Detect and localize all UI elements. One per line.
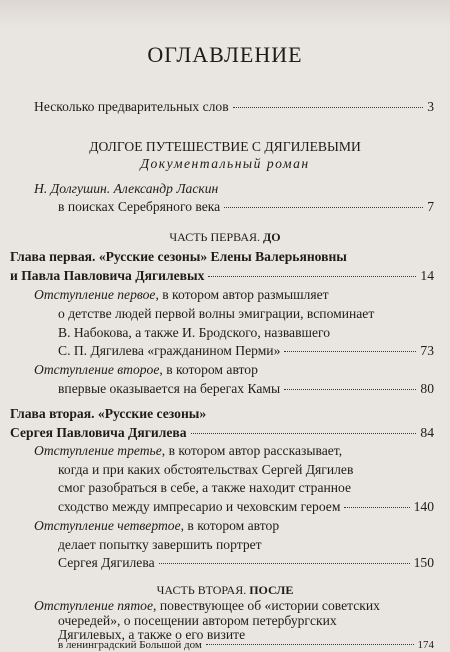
- digression-text: , в котором автор рассказывает,: [161, 443, 343, 458]
- digression-4-line1[interactable]: [34, 518, 279, 534]
- digression-lead: Отступление пятое: [34, 598, 154, 613]
- part-heading-1: [0, 230, 450, 245]
- digression-1-line1[interactable]: [34, 287, 329, 303]
- digression-2-line1[interactable]: [34, 362, 258, 378]
- toc-entry-chapter-1[interactable]: [10, 268, 434, 284]
- digression-lead: Отступление третье: [34, 443, 162, 458]
- book-authors: Н. Долгушин. Александр Ласкин: [34, 181, 219, 196]
- digression-5-line1[interactable]: [34, 598, 380, 614]
- toc-entry-book[interactable]: [58, 199, 434, 215]
- chapter-title: «Русские сезоны»: [97, 406, 207, 421]
- digression-1-line3: В. Набокова, а также И. Бродского, назвавшего: [58, 325, 331, 340]
- digression-text: , в котором автор: [180, 518, 280, 533]
- page-bleed: [0, 0, 450, 28]
- digression-lead: Отступление первое: [34, 287, 156, 302]
- part-heading-2: [0, 583, 450, 598]
- digression-text: , повествующее об «истории советских: [153, 598, 380, 613]
- part-name: ПОСЛЕ: [249, 583, 294, 597]
- dot-leader: [233, 107, 424, 108]
- entry-title: Несколько предварительных слов: [34, 99, 229, 114]
- page-title: ОГЛАВЛЕНИЕ: [147, 42, 303, 67]
- dot-leader: [191, 433, 417, 434]
- dot-leader: [344, 507, 409, 508]
- chapter-1-line1[interactable]: [10, 249, 347, 265]
- page-number: 14: [420, 268, 434, 283]
- toc-entry-digression-4[interactable]: [58, 555, 434, 571]
- book-title: ДОЛГОЕ ПУТЕШЕСТВИЕ С ДЯГИЛЕВЫМИ: [89, 139, 361, 154]
- page-number: 3: [427, 99, 434, 114]
- entry-title: в ленинградский Большой дом: [58, 639, 202, 651]
- entry-title: С. П. Дягилева «гражданином Перми»: [58, 343, 281, 358]
- dot-leader: [206, 644, 414, 645]
- dot-leader: [159, 563, 410, 564]
- digression-text: , в котором автор размышляет: [155, 287, 329, 302]
- toc-entry-chapter-2[interactable]: [10, 425, 434, 441]
- entry-title: и Павла Павловича Дягилевых: [10, 268, 205, 283]
- toc-entry-digression-5[interactable]: [58, 639, 434, 651]
- digression-3-line1[interactable]: [34, 443, 342, 459]
- page-number: 150: [413, 555, 434, 570]
- toc-entry-digression-1[interactable]: [58, 343, 434, 359]
- toc-entry-intro[interactable]: [34, 99, 434, 115]
- entry-title: Сергея Дягилева: [58, 555, 155, 570]
- page-number: 80: [420, 381, 434, 396]
- dot-leader: [208, 276, 416, 277]
- digression-3-line2: когда и при каких обстоятельствах Сергей Дягилев: [58, 462, 354, 477]
- chapter-label: Глава первая.: [10, 249, 96, 264]
- digression-1-line2: о детстве людей первой волны эмиграции, вспоминает: [58, 306, 375, 321]
- part-label: ЧАСТЬ ПЕРВАЯ.: [169, 230, 261, 244]
- toc-entry-digression-3[interactable]: [58, 499, 434, 515]
- digression-lead: Отступление второе: [34, 362, 160, 377]
- entry-title: Сергея Павловича Дягилева: [10, 425, 187, 440]
- digression-text: , в котором автор: [159, 362, 258, 377]
- chapter-label: Глава вторая.: [10, 406, 95, 421]
- page-number: 84: [420, 425, 434, 440]
- part-label: ЧАСТЬ ВТОРАЯ.: [156, 583, 247, 597]
- dot-leader: [284, 351, 416, 352]
- book-subtitle: Документальный роман: [140, 156, 310, 171]
- dot-leader: [284, 389, 416, 390]
- part-name: ДО: [263, 230, 281, 244]
- digression-4-line2: делает попытку завершить портрет: [58, 537, 262, 552]
- entry-title: в поисках Серебряного века: [58, 199, 221, 214]
- page-number: 73: [420, 343, 434, 358]
- digression-5-line3: Дягилевых, а также о его визите: [58, 627, 246, 642]
- page-number: 174: [417, 639, 434, 651]
- digression-3-line3: смог разобраться в себе, а также находит странное: [58, 480, 352, 495]
- page-number: 7: [427, 199, 434, 214]
- entry-title: сходство между импресарио и чеховским героем: [58, 499, 341, 514]
- chapter-title: «Русские сезоны» Елены Валерьяновны: [98, 249, 347, 264]
- chapter-2-line1[interactable]: [10, 406, 206, 422]
- entry-title: впервые оказывается на берегах Камы: [58, 381, 281, 396]
- page-number: 140: [413, 499, 434, 514]
- dot-leader: [224, 207, 423, 208]
- toc-entry-digression-2[interactable]: [58, 381, 434, 397]
- digression-lead: Отступление четвертое: [34, 518, 181, 533]
- digression-5-line2: очередей», о посещении автором петербургских: [58, 613, 337, 628]
